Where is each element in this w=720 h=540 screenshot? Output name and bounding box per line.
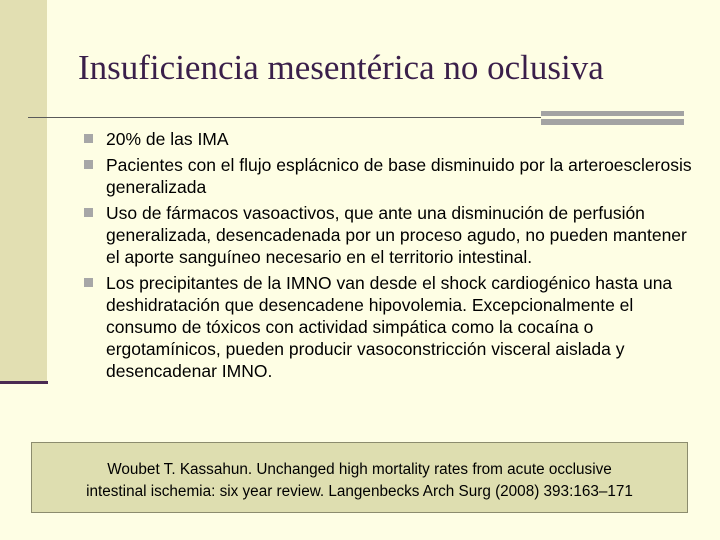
reference-box [31,442,688,513]
bullet-text: Pacientes con el flujo esplácnico de base disminuido por la arteroesclerosis generalizada [106,155,692,197]
square-bullet-icon [84,160,93,169]
bullet-text: 20% de las IMA [106,129,229,149]
bullet-list [84,128,694,386]
square-bullet-icon [84,134,93,143]
square-bullet-icon [84,208,93,217]
title-divider-line [28,117,541,118]
left-band-edge-line [0,381,48,384]
left-accent-band [0,0,47,382]
slide-title: Insuficiencia mesentérica no oclusiva [78,48,604,87]
square-bullet-icon [84,278,93,287]
title-divider-bar-stripe [541,116,684,119]
bullet-item [84,154,694,198]
reference-citation: Woubet T. Kassahun. Unchanged high mortality rates from acute occlusive intestinal ischemia: six year review. Langenbecks Arch Surg (2008) 393:163–171 [86,461,633,500]
bullet-text: Los precipitantes de la IMNO van desde el shock cardiogénico hasta una deshidratación que desencadene hipovolemia. Excepcionalmente el consumo de tóxicos con actividad simpática como la cocaína o ergotamínicos, pueden producir vasoconstricción visceral aislada y desencadenar IMNO. [106,273,673,381]
bullet-item [84,202,694,268]
bullet-item [84,272,694,382]
bullet-text: Uso de fármacos vasoactivos, que ante una disminución de perfusión generalizada, desencadenada por un proceso agudo, no pueden mantener el aporte sanguíneo necesario en el territorio intestinal. [106,203,687,267]
bullet-item [84,128,694,150]
